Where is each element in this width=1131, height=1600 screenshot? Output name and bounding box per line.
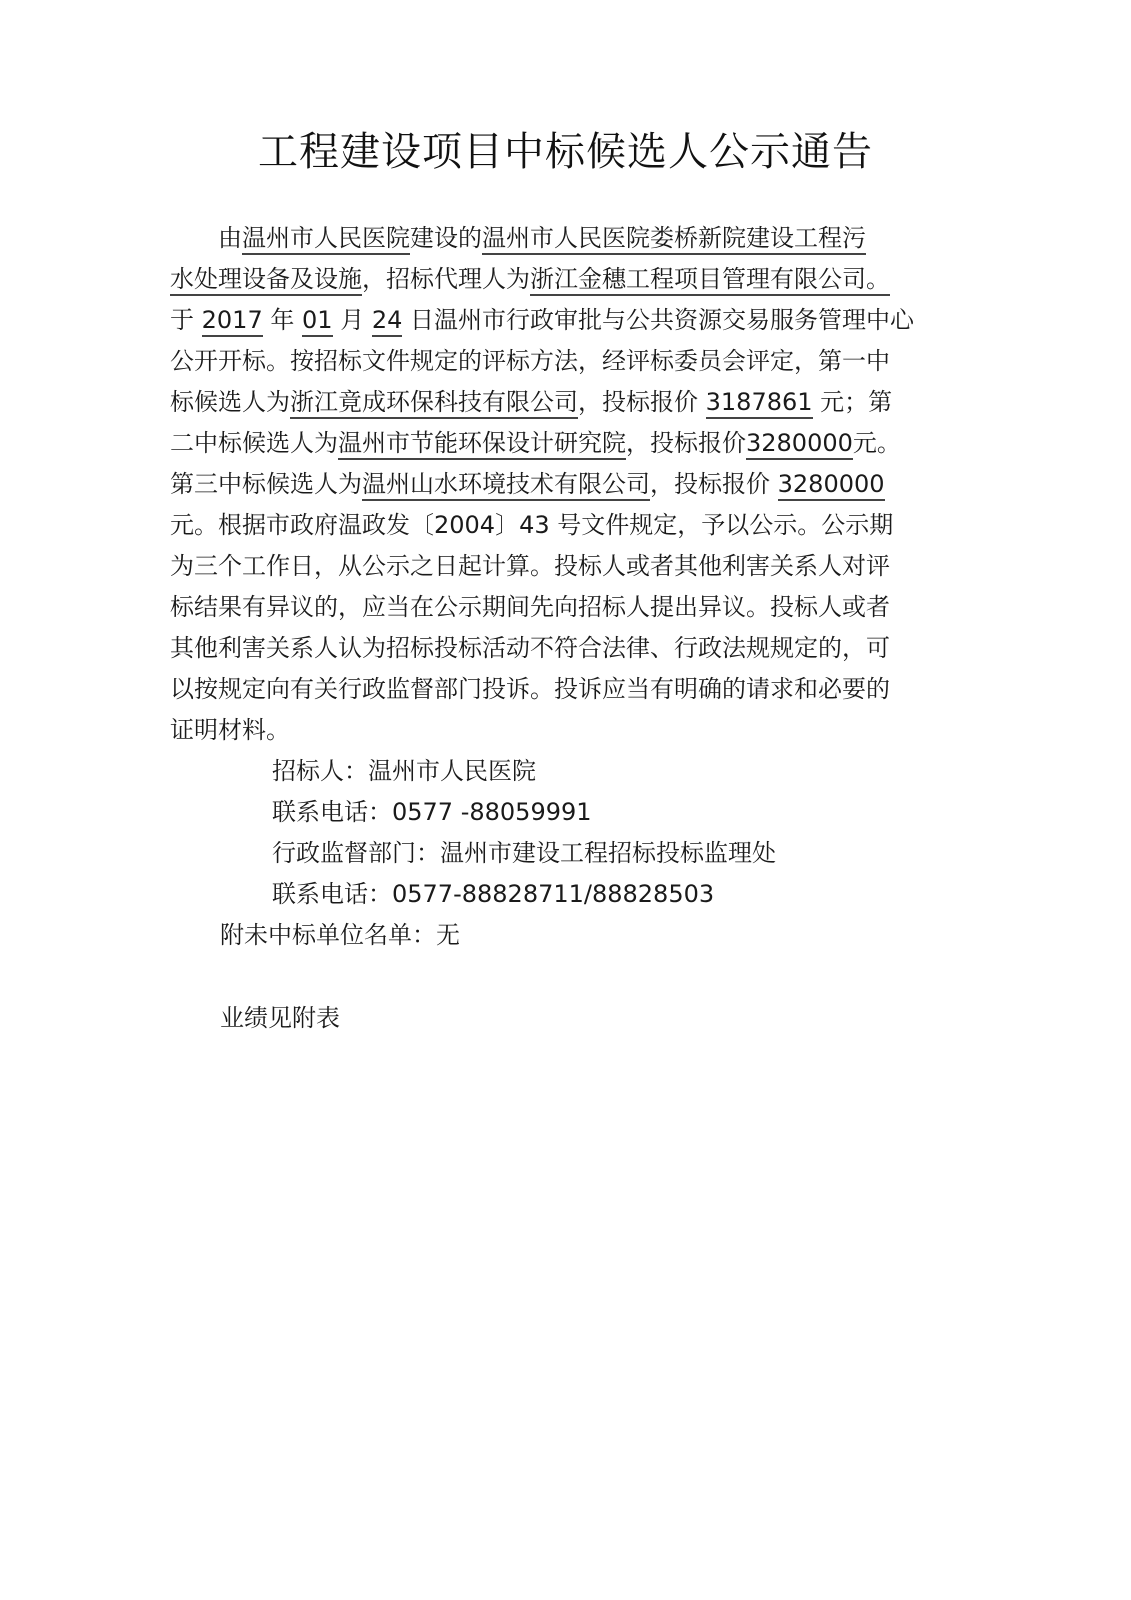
text-fragment: ，投标报价 <box>578 388 698 416</box>
tenderer-line: 招标人：温州市人民医院 <box>272 757 536 785</box>
appendix-note: 业绩见附表 <box>220 1004 340 1032</box>
text-fragment: 元；第 <box>820 388 893 416</box>
text-fragment: ，投标报价 <box>626 429 746 457</box>
paragraph-line-6 <box>170 423 901 463</box>
paragraph-line-1 <box>218 218 866 258</box>
candidate-1-price: 3187861 <box>706 388 813 419</box>
candidate-2-price: 3280000 <box>746 429 853 460</box>
candidate-2-name: 温州市节能环保设计研究院 <box>338 429 626 460</box>
text-fragment: 二中标候选人为 <box>170 429 338 457</box>
text-fragment: 第三中标候选人为 <box>170 470 362 498</box>
builder-name: 温州市人民医院 <box>242 224 410 255</box>
open-month: 01 <box>302 306 333 337</box>
paragraph-line-2 <box>170 259 890 299</box>
text-fragment: ，招标代理人为 <box>362 265 530 293</box>
paragraph-line-9: 为三个工作日，从公示之日起计算。投标人或者其他利害关系人对评 <box>170 552 890 580</box>
text-fragment: 日温州市行政审批与公共资源交易服务管理中心 <box>410 306 915 334</box>
candidate-3-name: 温州山水环境技术有限公司 <box>362 470 650 501</box>
text-fragment: 标候选人为 <box>170 388 290 416</box>
open-year: 2017 <box>202 306 263 337</box>
supervisor-line: 行政监督部门：温州市建设工程招标投标监理处 <box>272 839 776 867</box>
candidate-3-price: 3280000 <box>778 470 885 501</box>
paragraph-line-4: 公开开标。按招标文件规定的评标方法，经评标委员会评定，第一中 <box>170 347 890 375</box>
paragraph-line-8: 元。根据市政府温政发〔2004〕43 号文件规定，予以公示。公示期 <box>170 511 894 539</box>
project-name-cont: 水处理设备及设施 <box>170 265 362 296</box>
text-fragment: 于 <box>170 306 194 334</box>
text-fragment: ，投标报价 <box>650 470 770 498</box>
text-fragment: 由 <box>218 224 242 252</box>
paragraph-line-10: 标结果有异议的，应当在公示期间先向招标人提出异议。投标人或者 <box>170 593 890 621</box>
page-title: 工程建设项目中标候选人公示通告 <box>258 129 873 175</box>
open-day: 24 <box>372 306 403 337</box>
paragraph-line-5 <box>170 382 892 422</box>
paragraph-line-12: 以按规定向有关行政监督部门投诉。投诉应当有明确的请求和必要的 <box>170 675 890 703</box>
tenderer-phone: 联系电话：0577 -88059991 <box>272 798 592 826</box>
paragraph-line-13: 证明材料。 <box>170 716 290 744</box>
text-fragment: 年 <box>270 306 295 334</box>
candidate-1-name: 浙江竟成环保科技有限公司 <box>290 388 578 419</box>
agent-name: 浙江金穗工程项目管理有限公司。 <box>530 265 890 296</box>
text-fragment: 元。 <box>852 429 901 457</box>
paragraph-line-7 <box>170 464 885 504</box>
unsuccessful-list: 附未中标单位名单：无 <box>220 921 460 949</box>
supervisor-phone: 联系电话：0577-88828711/88828503 <box>272 880 715 908</box>
text-fragment: 建设的 <box>410 224 482 252</box>
text-fragment: 月 <box>340 306 365 334</box>
paragraph-line-11: 其他利害关系人认为招标投标活动不符合法律、行政法规规定的，可 <box>170 634 890 662</box>
paragraph-line-3 <box>170 300 914 340</box>
project-name: 温州市人民医院娄桥新院建设工程污 <box>482 224 866 255</box>
